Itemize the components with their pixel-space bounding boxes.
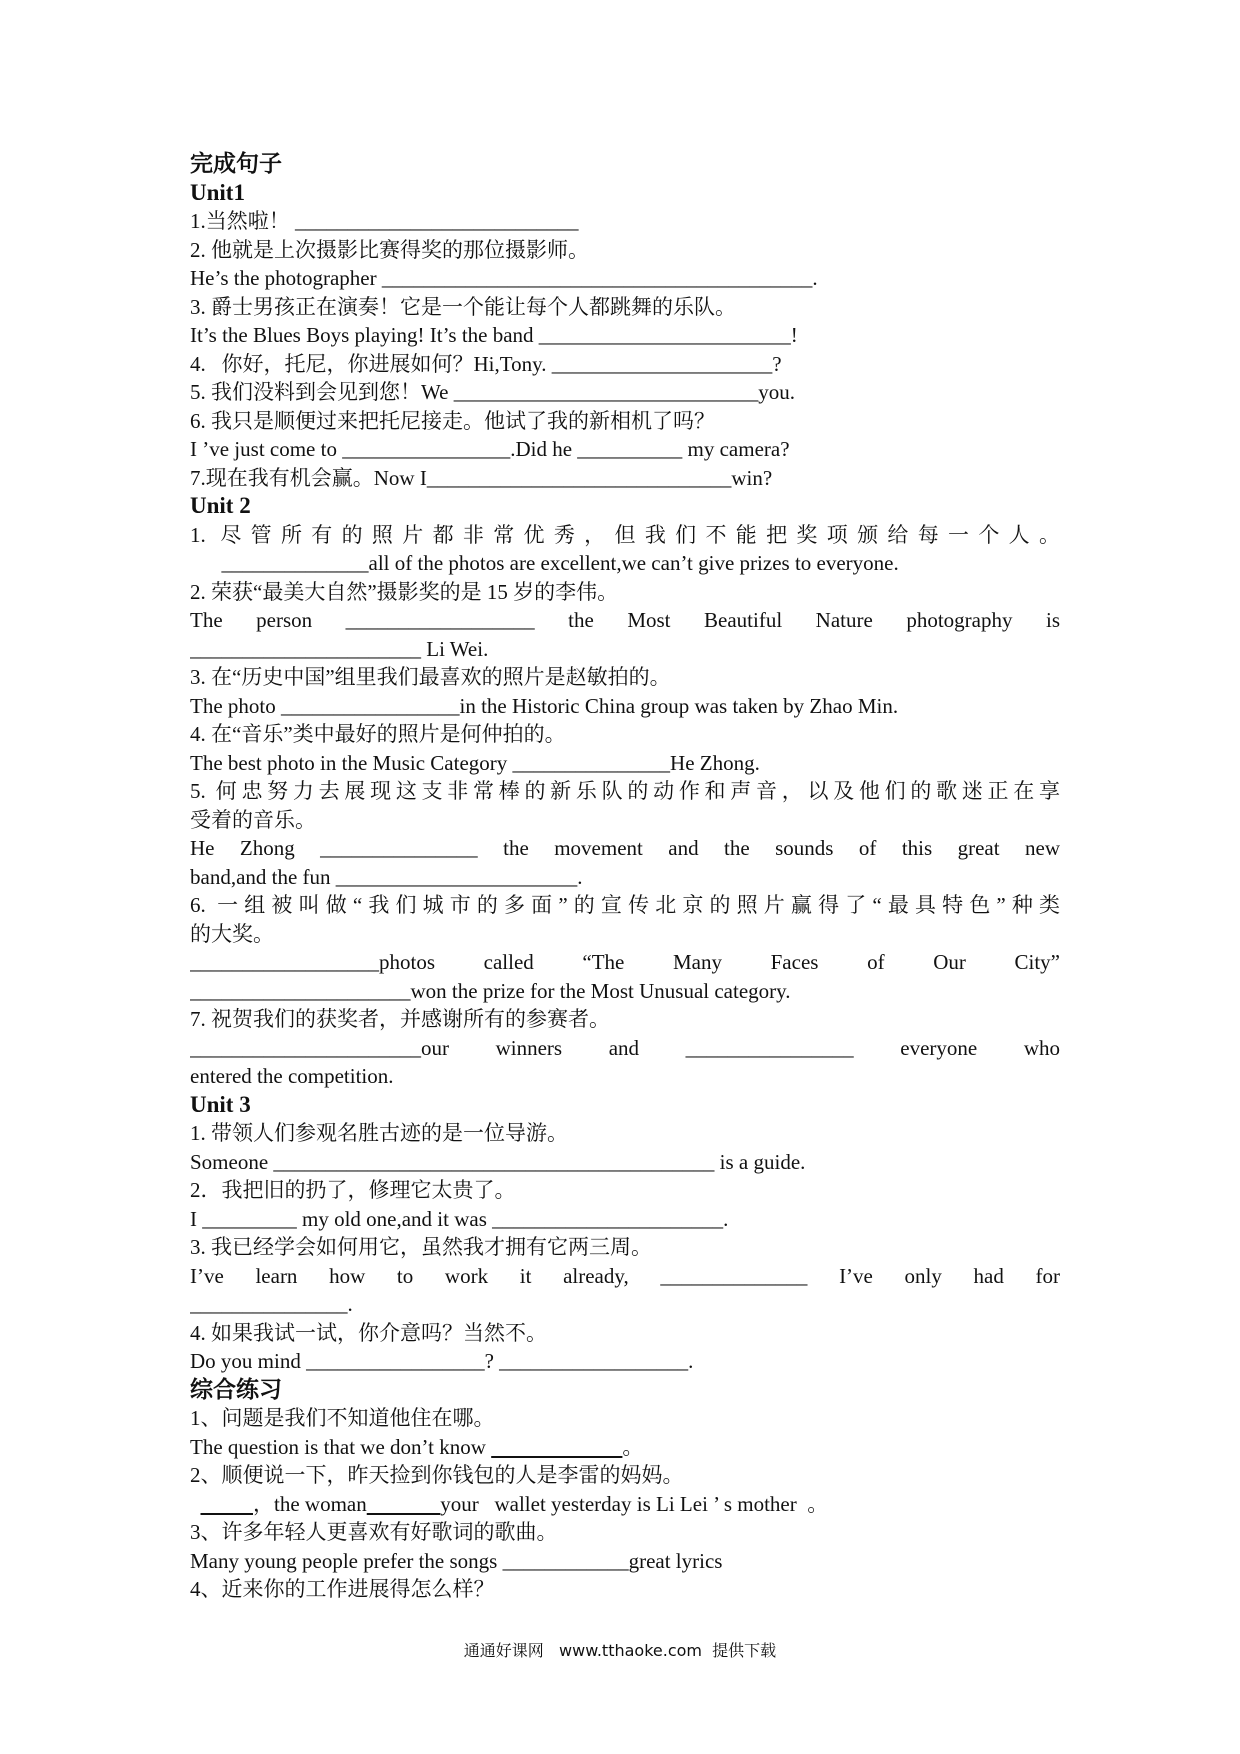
exercise-line: He Zhong _______________ the movement and the sounds of this great new [190,836,1060,860]
exercise-line: 4. 在“音乐”类中最好的照片是何仲拍的。 [190,722,566,746]
review-heading: 综合练习 [190,1376,282,1402]
answer-blank [367,1492,441,1516]
exercise-line: 5. 我们没料到会见到您！We _____________________________you. [190,380,795,404]
exercise-line: I’ve learn how to work it already, ______________ I’ve only had for [190,1263,1060,1288]
section-title: 完成句子 [190,151,282,176]
exercise-line [190,1433,1060,1462]
exercise-line: 1.当然啦！ ___________________________ [190,209,579,233]
exercise-line: 3. 爵士男孩正在演奏！它是一个能让每个人都跳舞的乐队。 [190,294,736,319]
exercise-line: 1、问题是我们不知道他住在哪。 [190,1406,495,1430]
answer-blank [201,1492,254,1516]
exercise-line: 2、顺便说一下，昨天捡到你钱包的人是李雷的妈妈。 [190,1463,684,1487]
exercise-line: 受着的音乐。 [190,807,316,832]
exercise-line: _______________. [190,1292,353,1316]
exercise-line: 的大奖。 [190,921,274,946]
line-text: The question is that we don’t know [190,1434,492,1459]
line-text: ，the woman [253,1491,367,1516]
exercise-line: 6. 一组被叫做“我们城市的多面”的宣传北京的照片赢得了“最具特色”种类 [190,893,1060,917]
exercise-line: Someone __________________________________________ is a guide. [190,1149,806,1174]
exercise-line: He’s the photographer _________________________________________. [190,266,818,290]
unit2-heading: Unit 2 [190,493,251,518]
exercise-line: ______________________our winners and ________________ everyone who [190,1035,1060,1060]
line-text: your wallet yesterday is Li Lei ’ s mother 。 [440,1491,829,1516]
unit3-heading: Unit 3 [190,1091,251,1117]
line-text: 。 [622,1434,644,1459]
unit1-heading: Unit1 [190,179,245,205]
line-text [190,1492,201,1516]
exercise-line: 2. 他就是上次摄影比赛得奖的那位摄影师。 [190,237,589,262]
exercise-line: I _________ my old one,and it was ______________________. [190,1206,729,1231]
worksheet-content [190,150,1060,1604]
exercise-line: 3、许多年轻人更喜欢有好歌词的歌曲。 [190,1520,558,1544]
exercise-line: 5. 何忠努力去展现这支非常棒的新乐队的动作和声音，以及他们的歌迷正在享 [190,779,1060,803]
exercise-line: The person __________________ the Most Beautiful Nature photography is [190,608,1060,632]
exercise-line [190,1490,1060,1519]
exercise-line: 4、近来你的工作进展得怎么样？ [190,1577,495,1601]
exercise-line: 3. 我已经学会如何用它，虽然我才拥有它两三周。 [190,1235,652,1259]
exercise-line: 2．我把旧的扔了，修理它太贵了。 [190,1178,516,1202]
answer-blank [491,1435,622,1459]
exercise-line: 1. 带领人们参观名胜古迹的是一位导游。 [190,1121,568,1145]
exercise-line: band,and the fun _______________________. [190,864,583,889]
exercise-line: The photo _________________in the Historic China group was taken by Zhao Min. [190,693,899,718]
exercise-line: 3. 在“历史中国”组里我们最喜欢的照片是赵敏拍的。 [190,665,671,689]
exercise-line: ______________all of the photos are excellent,we can’t give prizes to everyone. [190,551,899,575]
exercise-line: The best photo in the Music Category _______________He Zhong. [190,750,760,775]
exercise-line: 7.现在我有机会赢。Now I_____________________________win? [190,465,773,490]
exercise-line: 7. 祝贺我们的获奖者，并感谢所有的参赛者。 [190,1007,610,1031]
exercise-line: Do you mind _________________? __________________. [190,1349,694,1373]
exercise-line: I ’ve just come to ________________.Did he __________ my camera? [190,437,790,461]
page-footer: 通通好课网 www.tthaoke.com 提供下载 [463,1641,777,1660]
exercise-line: 1. 尽管所有的照片都非常优秀，但我们不能把奖项颁给每一个人。 [190,522,1060,547]
exercise-line: 4. 如果我试一试，你介意吗？当然不。 [190,1320,547,1345]
exercise-line: 6. 我只是顺便过来把托尼接走。他试了我的新相机了吗？ [190,408,715,433]
exercise-line: ______________________ Li Wei. [190,636,489,661]
exercise-line: 4. 你好，托尼，你进展如何？Hi,Tony. _____________________? [190,351,782,376]
exercise-line: __________________photos called “The Many Faces of Our City” [190,950,1060,974]
exercise-line: entered the competition. [190,1064,394,1088]
exercise-line: _____________________won the prize for the Most Unusual category. [190,978,791,1003]
exercise-line: It’s the Blues Boys playing! It’s the band ________________________! [190,323,798,347]
exercise-line: Many young people prefer the songs ____________great lyrics [190,1548,723,1573]
exercise-line: 2. 荣获“最美大自然”摄影奖的是 15 岁的李伟。 [190,579,619,604]
